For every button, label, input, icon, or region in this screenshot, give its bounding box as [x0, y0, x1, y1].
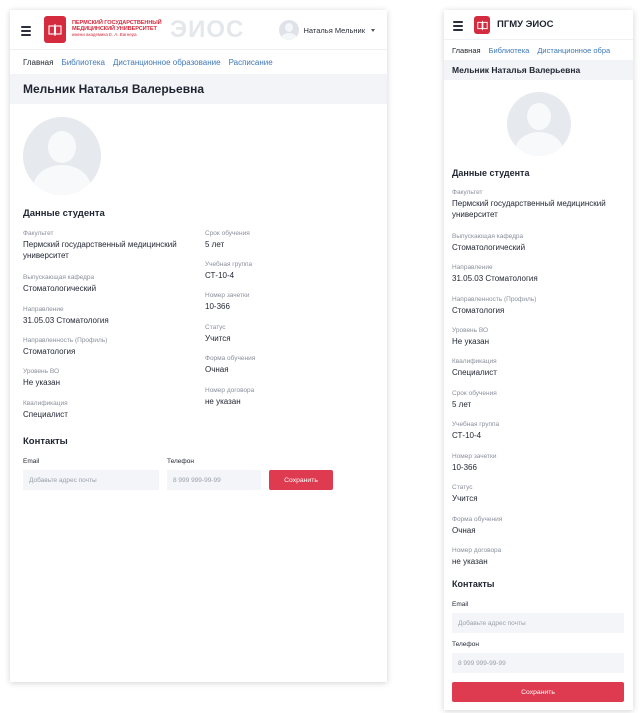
nav-home[interactable]: Главная	[23, 57, 54, 67]
field-profile	[23, 337, 193, 357]
field-record-book	[205, 292, 355, 312]
field-label: Учебная группа	[452, 421, 500, 428]
field-label: Выпускающая кафедра	[452, 233, 524, 240]
field-label: Номер договора	[452, 547, 502, 554]
field-label: Выпускающая кафедра	[23, 274, 95, 281]
field-label: Статус	[205, 324, 226, 331]
menu-icon[interactable]	[453, 21, 463, 33]
mobile-header	[444, 10, 633, 40]
field-value: Стоматология	[452, 306, 505, 315]
university-name	[72, 20, 162, 38]
field-value: Очная	[205, 365, 229, 374]
nav-distance-education[interactable]: Дистанционное обра	[537, 45, 611, 55]
field-value: Не указан	[452, 337, 490, 346]
field-study-group	[452, 421, 628, 441]
app-name: ПГМУ ЭИОС	[497, 19, 554, 30]
nav-home[interactable]: Главная	[452, 45, 481, 55]
field-department	[23, 274, 193, 294]
mobile-title-bar	[444, 60, 633, 80]
save-button[interactable]: Сохранить	[269, 470, 333, 490]
field-profile	[452, 296, 628, 316]
field-value: СТ-10-4	[452, 431, 482, 440]
field-study-group	[205, 261, 355, 281]
desktop-view	[10, 10, 387, 682]
field-qualification	[23, 400, 193, 420]
field-value: Пермский государственный медицинский университет	[23, 240, 177, 260]
phone-label: Телефон	[452, 641, 479, 648]
page-title: Мельник Наталья Валерьевна	[23, 82, 205, 96]
field-education-level	[452, 327, 628, 347]
university-logo-icon[interactable]	[44, 16, 66, 43]
field-study-form	[452, 516, 628, 536]
field-value: 31.05.03 Стоматология	[23, 316, 109, 325]
field-label: Срок обучения	[205, 230, 250, 237]
field-value: не указан	[205, 397, 241, 406]
student-data-title: Данные студента	[452, 168, 530, 178]
field-value: 31.05.03 Стоматология	[452, 274, 538, 283]
field-study-form	[205, 355, 355, 375]
field-value: Стоматологический	[452, 243, 526, 252]
field-value: Пермский государственный медицинский университет	[452, 199, 606, 219]
field-label: Номер зачетки	[452, 453, 497, 460]
system-name: ЭИОС	[170, 16, 245, 43]
page-title: Мельник Наталья Валерьевна	[452, 65, 581, 75]
nav-distance-education[interactable]: Дистанционное образование	[112, 57, 221, 67]
field-contract-number	[205, 387, 355, 407]
main-nav	[10, 50, 387, 74]
field-value: Не указан	[23, 378, 61, 387]
field-value: Стоматология	[23, 347, 76, 356]
user-avatar-icon	[279, 20, 299, 40]
header	[10, 10, 387, 50]
field-label: Форма обучения	[205, 355, 256, 362]
nav-library[interactable]: Библиотека	[488, 45, 530, 55]
field-value: 10-366	[452, 463, 477, 472]
photo-body-shape	[33, 165, 91, 195]
phone-label: Телефон	[167, 458, 194, 465]
field-value: Учится	[452, 494, 478, 503]
field-study-term	[452, 390, 628, 410]
photo-head-shape	[527, 103, 551, 130]
field-value: СТ-10-4	[205, 271, 235, 280]
university-name-line1: ПЕРМСКИЙ ГОСУДАРСТВЕННЫЙ	[72, 20, 162, 26]
field-label: Уровень ВО	[23, 368, 60, 375]
field-label: Форма обучения	[452, 516, 503, 523]
field-qualification	[452, 358, 628, 378]
field-education-level	[23, 368, 193, 388]
photo-body-shape	[515, 132, 563, 156]
field-value: 10-366	[205, 302, 230, 311]
nav-library[interactable]: Библиотека	[61, 57, 105, 67]
photo-head-shape	[48, 131, 76, 163]
field-label: Направление	[23, 306, 64, 313]
field-label: Учебная группа	[205, 261, 253, 268]
save-button[interactable]: Сохранить	[452, 682, 624, 702]
field-label: Уровень ВО	[452, 327, 489, 334]
field-value: Стоматологический	[23, 284, 97, 293]
field-label: Срок обучения	[452, 390, 497, 397]
field-label: Квалификация	[23, 400, 68, 407]
field-label: Номер зачетки	[205, 292, 250, 299]
field-label: Статус	[452, 484, 473, 491]
email-label: Email	[452, 601, 469, 608]
phone-input[interactable]	[452, 653, 624, 673]
nav-schedule[interactable]: Расписание	[228, 57, 273, 67]
field-study-term	[205, 230, 355, 250]
chevron-down-icon	[371, 29, 375, 32]
university-name-line3: имени академика Е. А. Вагнера	[72, 32, 137, 37]
field-label: Направление	[452, 264, 493, 271]
field-label: Факультет	[452, 189, 483, 196]
field-contract-number	[452, 547, 628, 567]
field-direction	[23, 306, 193, 326]
student-photo	[23, 117, 101, 195]
field-faculty	[23, 230, 193, 261]
field-value: Учится	[205, 334, 231, 343]
field-label: Направленность (Профиль)	[452, 296, 537, 303]
student-photo	[507, 92, 571, 156]
email-label: Email	[23, 458, 40, 465]
mobile-view	[444, 10, 633, 710]
university-logo-icon[interactable]	[474, 16, 490, 34]
contacts-title: Контакты	[23, 436, 68, 447]
contacts-title: Контакты	[452, 579, 495, 589]
field-status	[205, 324, 355, 344]
field-label: Квалификация	[452, 358, 497, 365]
field-value: Специалист	[452, 368, 497, 377]
field-direction	[452, 264, 628, 284]
field-label: Направленность (Профиль)	[23, 337, 108, 344]
field-department	[452, 233, 628, 253]
student-data-title: Данные студента	[23, 208, 105, 219]
field-value: не указан	[452, 557, 488, 566]
field-value: Специалист	[23, 410, 68, 419]
field-status	[452, 484, 628, 504]
phone-input[interactable]	[167, 470, 261, 490]
field-label: Факультет	[23, 230, 54, 237]
field-value: 5 лет	[205, 240, 225, 249]
email-input[interactable]	[452, 613, 624, 633]
user-menu[interactable]	[279, 20, 375, 40]
field-value: Очная	[452, 526, 476, 535]
title-bar	[10, 74, 387, 104]
email-input[interactable]	[23, 470, 159, 490]
field-value: 5 лет	[452, 400, 472, 409]
field-label: Номер договора	[205, 387, 255, 394]
university-name-line2: МЕДИЦИНСКИЙ УНИВЕРСИТЕТ	[72, 26, 157, 32]
field-record-book	[452, 453, 628, 473]
menu-icon[interactable]	[21, 26, 31, 38]
mobile-nav	[444, 40, 633, 60]
field-faculty	[452, 189, 628, 220]
user-name: Наталья Мельник	[303, 25, 365, 35]
